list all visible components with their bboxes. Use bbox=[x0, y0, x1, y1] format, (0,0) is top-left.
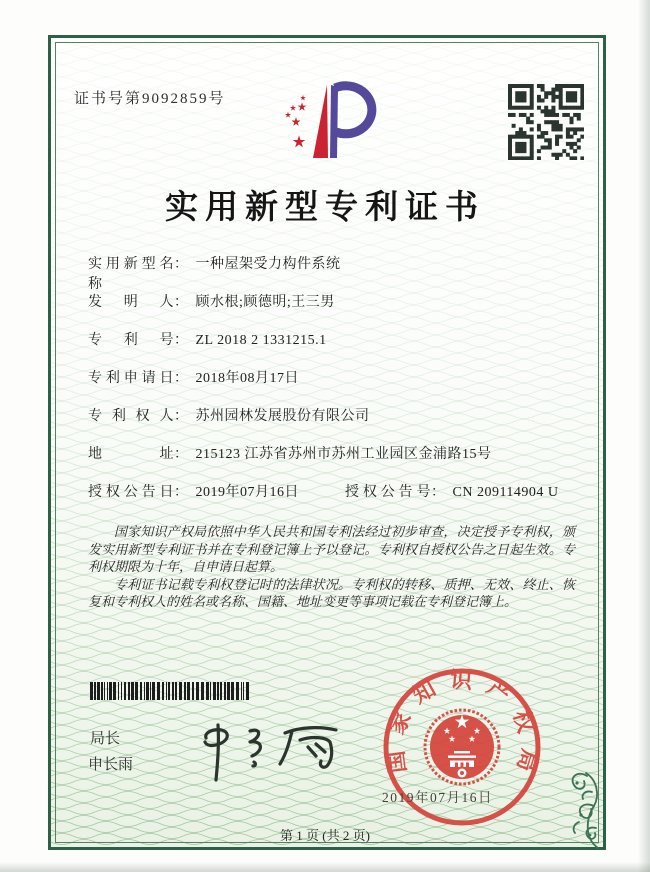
field-label: 授权公告号 bbox=[345, 485, 431, 500]
field-colon: ： bbox=[174, 447, 189, 462]
field-row bbox=[88, 405, 575, 443]
certificate-number: 证书号第9092859号 bbox=[74, 91, 226, 107]
director-title: 局长 bbox=[90, 731, 121, 747]
field-label: 实用新型名称 bbox=[88, 257, 174, 292]
director-signature-icon bbox=[150, 700, 350, 785]
cnipa-official-seal-icon bbox=[374, 659, 552, 837]
field-label: 发明人 bbox=[88, 295, 174, 310]
field-colon: ： bbox=[174, 409, 189, 424]
field-pair bbox=[88, 409, 370, 424]
field-row bbox=[88, 481, 575, 519]
field-label: 专利申请日 bbox=[88, 371, 174, 386]
seal-text: 国家知识产权局 bbox=[381, 666, 543, 788]
field-row bbox=[88, 291, 575, 329]
qr-code bbox=[508, 84, 584, 160]
field-pair bbox=[88, 485, 299, 500]
fields-table bbox=[88, 253, 575, 519]
field-pair bbox=[88, 333, 327, 348]
field-value: ZL 2018 2 1331215.1 bbox=[195, 333, 327, 348]
field-colon: ： bbox=[174, 485, 189, 500]
field-colon: ： bbox=[174, 371, 189, 386]
field-label: 专利权人 bbox=[88, 409, 174, 424]
field-value: 2018年08月17日 bbox=[195, 371, 299, 386]
field-value: CN 209114904 U bbox=[452, 485, 559, 500]
legal-text bbox=[88, 523, 575, 611]
field-pair bbox=[88, 371, 299, 386]
field-pair bbox=[88, 257, 341, 292]
field-row bbox=[88, 329, 575, 367]
field-label: 授权公告日 bbox=[88, 485, 174, 500]
page-footer: 第 1 页 (共 2 页) bbox=[280, 828, 370, 843]
field-row bbox=[88, 443, 575, 481]
field-pair bbox=[345, 481, 559, 501]
field-label: 专利号 bbox=[88, 333, 174, 348]
field-value: 215123 江苏省苏州市苏州工业园区金浦路15号 bbox=[195, 447, 492, 462]
field-value: 顾水根;顾德明;王三男 bbox=[195, 295, 335, 310]
barcode bbox=[90, 682, 252, 700]
field-value: 苏州园林发展股份有限公司 bbox=[195, 409, 370, 424]
legal-paragraph: 专利证书记载专利权登记时的法律状况。专利权的转移、质押、无效、终止、恢复和专利权人的姓名或名称、国籍、地址变更等事项记载在专利登记簿上。 bbox=[88, 576, 575, 610]
paper-edge-shadow-bottom bbox=[0, 862, 650, 872]
field-pair bbox=[88, 447, 492, 462]
field-row bbox=[88, 253, 575, 291]
field-colon: ： bbox=[431, 485, 446, 500]
field-colon: ： bbox=[174, 333, 189, 348]
field-row bbox=[88, 367, 575, 405]
field-value: 一种屋架受力构件系统 bbox=[195, 257, 341, 272]
field-colon: ： bbox=[174, 295, 189, 310]
field-pair bbox=[88, 295, 335, 310]
certificate-title: 实用新型专利证书 bbox=[165, 190, 485, 226]
seal-date: 2019年07月16日 bbox=[382, 790, 493, 805]
cnipa-ip-logo-icon bbox=[276, 80, 384, 172]
paper-edge-shadow-right bbox=[638, 0, 650, 872]
director-name: 申长雨 bbox=[88, 757, 134, 773]
field-value: 2019年07月16日 bbox=[195, 485, 299, 500]
field-colon: ： bbox=[174, 257, 189, 272]
field-label: 地址 bbox=[88, 447, 174, 462]
legal-paragraph: 国家知识产权局依照中华人民共和国专利法经过初步审查，决定授予专利权，颁发实用新型专利证书并在专利登记簿上予以登记。专利权自授权公告之日起生效。专利权期限为十年，自申请日起算。 bbox=[88, 524, 575, 575]
